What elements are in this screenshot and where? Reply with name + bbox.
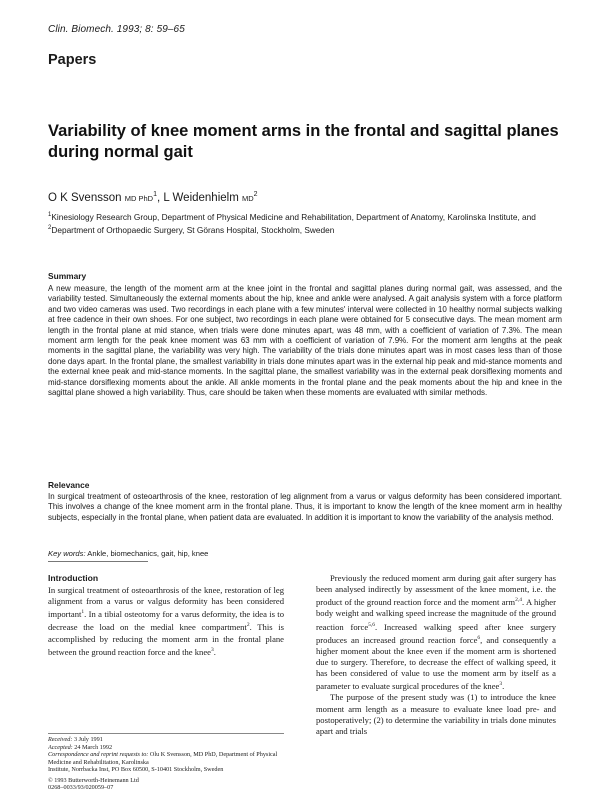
body-text: . (213, 646, 216, 657)
reference-mark: 3 (499, 681, 503, 688)
footnote-text: Olu K Svensson, MD PhD, Department of Physical Medicine and Rehabilitation, Karolinska (48, 751, 278, 766)
affiliations (48, 210, 568, 236)
author-affiliation-mark: 2 (253, 191, 258, 198)
reference-mark: 5,6 (368, 621, 376, 628)
body-text: , and consequently a higher moment about the knee even if the moment arm is shortened due to surgery. Therefore, to decrease the effect of walking speed, it has been considered of value to use the moment arm by itself as a parameter to evaluate surgical procedures of the knee (316, 634, 556, 692)
reference-mark: 3 (210, 646, 214, 653)
article-title: Variability of knee moment arms in the frontal and sagittal planes during normal gait (48, 122, 559, 161)
footnote-divider (48, 733, 284, 734)
author-name: L Weidenhielm (163, 191, 239, 204)
section-heading: Papers (48, 52, 97, 68)
affiliation-mark: 2 (48, 224, 52, 231)
reference-mark: 6 (477, 634, 481, 641)
body-text: In surgical treatment of osteoarthrosis of the knee, restoration of leg alignment from a varus or valgus deformity has been considered important (48, 585, 284, 620)
body-paragraph (48, 585, 284, 658)
footnotes (48, 736, 284, 792)
affiliation-text: Department of Orthopaedic Surgery, St Görans Hospital, Stockholm, Sweden (51, 224, 335, 235)
issn: 0268–0033/93/020059–07 (48, 784, 114, 791)
address: Institute, Norrbacka Inst, PO Box 60500, S-10401 Stockholm, Sweden (48, 766, 224, 773)
footnote-text: 3 July 1991 (72, 736, 103, 743)
body-text: . This is accomplished by reducing the moment arm in the frontal plane between the ground reaction force and the knee (48, 622, 284, 657)
author-degrees: MD (242, 193, 254, 203)
section-divider (48, 561, 148, 562)
body-paragraph (316, 692, 556, 737)
summary-heading: Summary (48, 271, 87, 281)
footnote-label: Accepted: (48, 743, 73, 751)
footnote-label: Received: (48, 736, 73, 743)
received-date (48, 736, 284, 744)
body-text: . (502, 681, 505, 692)
body-text: The purpose of the present study was (1) to introduce the knee moment arm length as a measure to evaluate knee load pre- and postoperatively; (2) to determine the variability in trials done minutes apart and trials (316, 692, 556, 737)
affiliation-mark: 1 (48, 212, 52, 218)
reference-mark: 2 (246, 622, 250, 629)
body-text: . In a tibial osteotomy for a varus deformity, the idea is to decrease the load on the medial knee compartment (48, 609, 284, 633)
affiliation-text: Kinesiology Research Group, Department of Physical Medicine and Rehabilitation, Department of Anatomy, Karolinska Institute, and (51, 211, 536, 222)
accepted-date (48, 744, 284, 752)
author-affiliation-mark: 1 (153, 191, 157, 198)
correspondence (48, 751, 284, 766)
relevance-heading: Relevance (48, 480, 90, 490)
journal-reference: Clin. Biomech. 1993; 8: 59–65 (48, 24, 185, 35)
reference-mark: 1 (81, 609, 85, 616)
author-separator: , (156, 191, 164, 204)
relevance-text: In surgical treatment of osteoarthrosis of the knee, restoration of leg alignment from a varus or valgus deformity has been considered important. This involves a change of the knee moment arm in the frontal plane. Thus, it is important to know the length of the knee moment arm in healthy subjects, especially in the frontal plane, when patient data are evaluated. In addition it is important to know the variability of the analysis method. (48, 492, 562, 522)
body-text: Previously the reduced moment arm during gait after surgery has been analysed indirectly by assessment of the knee moment, i.e. the product of the ground reaction force and the moment arm (316, 573, 556, 608)
body-paragraph (316, 573, 556, 692)
author-name: O K Svensson (48, 191, 122, 204)
introduction-heading: Introduction (48, 573, 99, 583)
author-line (48, 191, 568, 204)
body-text: . Increased walking speed after knee surgery produces an increased ground reaction force (316, 621, 556, 645)
footnote-text: 24 March 1992 (72, 743, 113, 751)
keywords-label: Key words: (48, 549, 86, 558)
keywords (48, 549, 562, 558)
body-text: . A higher body weight and walking speed increase the magnitude of the ground reaction force (316, 597, 556, 632)
keywords-text: Ankle, biomechanics, gait, hip, knee (85, 549, 209, 558)
author-degrees: MD PhD (124, 193, 154, 203)
copyright: © 1993 Butterworth-Heinemann Ltd (48, 776, 139, 784)
body-column-right (316, 573, 556, 737)
body-column-left (48, 585, 284, 658)
reference-mark: 2,4 (515, 597, 522, 604)
summary-text: A new measure, the length of the moment arm at the knee joint in the frontal and sagittal planes during normal gait, was assessed, and the variability tested. Simultaneously the external moments about the hip, knee and ankle were analysed. A gait analysis system with a force platform and two video cameras was used. Two recordings in each plane with a few minutes' interval were collected in 10 healthy normal subjects walking at free cadence in their own shoes. For one subject, two recordings in each plane were obtained for 5 consecutive days. The mean moment arm length in the frontal plane at mid stance, when trials were done minutes apart, was 48 mm, with a coefficient of variation of 7.3%. The mean moment arm length for the peak knee moment was 63 mm with a coefficient of variation of 7.9%. For the moment arm lengths at the peak moments in the sagittal plane, the variability was very high. The variability of the trials done minutes apart was in most cases less than of those done days apart. In the frontal plane, the smallest variability in trials done minutes apart was in the external hip peak and mid-stance moments and the external knee peak and mid-stance moments. In the sagittal plane, the smallest variability was in the external peak dorsiflexing moments and mid-stance dorsiflexing moments about the ankle. All ankle moments in the frontal plane and the peak moments about the hip and knee in the sagittal plane showed a high variability. Thus, care should be taken when these moments are evaluated with similar methods. (48, 284, 563, 398)
footnote-label: Correspondence and reprint requests to: (48, 751, 149, 758)
